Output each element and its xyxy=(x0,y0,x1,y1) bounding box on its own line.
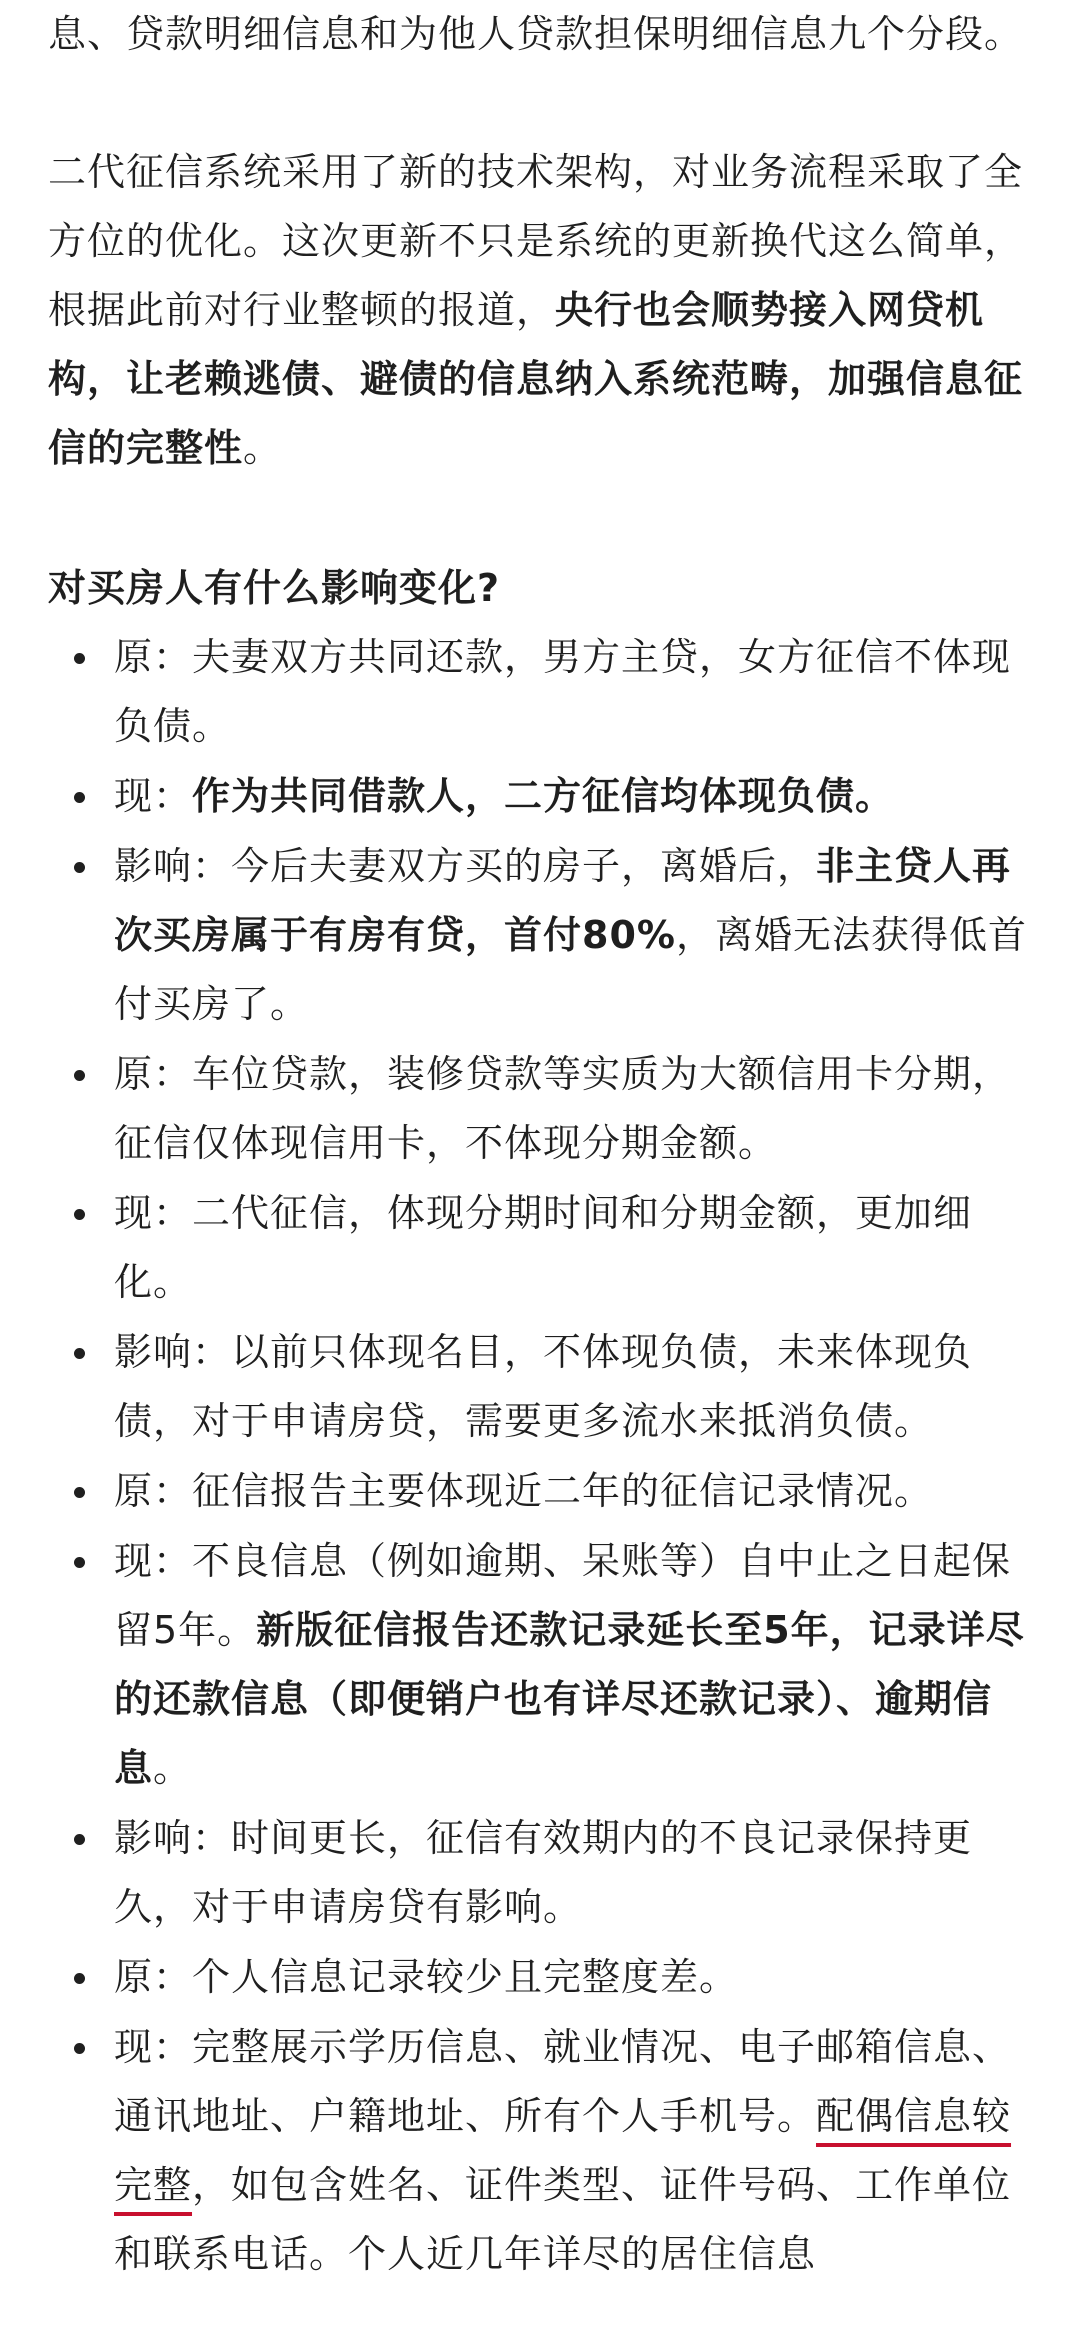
list-item xyxy=(48,1040,1048,1178)
list-item-text: 原：夫妻双方共同还款，男方主贷，女方征信不体现负债。 xyxy=(114,635,1012,748)
list-item-text: 原：个人信息记录较少且完整度差。 xyxy=(114,1955,739,1999)
bullet-dot-icon xyxy=(74,653,85,664)
list-item-text: 原：征信报告主要体现近二年的征信记录情况。 xyxy=(114,1469,934,1513)
paragraph-2-bold: 央行也会顺势接入网贷机构，让老赖逃债、避债的信息纳入系统范畴，加强信息征信的完整性 xyxy=(48,288,1024,470)
list-item xyxy=(48,2013,1048,2289)
list-item xyxy=(48,623,1048,761)
list-item-bold: 新版征信报告还款记录延长至5年，记录详尽的还款信息（即便销户也有详尽还款记录）、逾期信息 xyxy=(114,1608,1025,1790)
list-item-text: 现：不良信息（例如逾期、呆账等）自中止之日起保留5年。 xyxy=(114,1539,1012,1652)
section-heading: 对买房人有什么影响变化? xyxy=(48,566,501,610)
list-item xyxy=(48,832,1048,1039)
bullet-dot-icon xyxy=(74,1348,85,1359)
bullet-dot-icon xyxy=(74,1557,85,1568)
list-item xyxy=(48,1527,1048,1803)
bullet-dot-icon xyxy=(74,1209,85,1220)
list-item xyxy=(48,1804,1048,1942)
list-item-bold: 作为共同借款人，二方征信均体现负债。 xyxy=(192,774,895,818)
list-item-text: 影响：今后夫妻双方买的房子，离婚后， xyxy=(114,844,817,888)
list-item-text: 影响：以前只体现名目，不体现负债，未来体现负债，对于申请房贷，需要更多流水来抵消负债。 xyxy=(114,1330,973,1443)
list-item-text: 现：二代征信，体现分期时间和分期金额，更加细化。 xyxy=(114,1191,973,1304)
list-item-end: ，如包含姓名、证件类型、证件号码、工作单位和联系电话。个人近几年详尽的居住信息 xyxy=(114,2163,1012,2276)
list-item-end: ，离婚无法获得低首付买房了。 xyxy=(114,913,1027,1026)
list-item-bold: 非主贷人再次买房属于有房有贷，首付80% xyxy=(114,844,1012,957)
bullet-dot-icon xyxy=(74,2043,85,2054)
list-item-text: 原：车位贷款，装修贷款等实质为大额信用卡分期，征信仅体现信用卡，不体现分期金额。 xyxy=(114,1052,1012,1165)
list-item-text: 现： xyxy=(114,774,193,818)
list-item xyxy=(48,1457,1048,1526)
impact-list xyxy=(48,623,1048,2289)
paragraph-2-text: 二代征信系统采用了新的技术架构，对业务流程采取了全方位的优化。这次更新不只是系统的更新换代这么简单，根据此前对行业整顿的报道， xyxy=(48,150,1024,332)
list-item xyxy=(48,1943,1048,2012)
bullet-dot-icon xyxy=(74,1973,85,1984)
bullet-dot-icon xyxy=(74,792,85,803)
spouse-info-underline: 配偶信息较完整 xyxy=(114,2094,1012,2207)
list-item xyxy=(48,1318,1048,1456)
bullet-dot-icon xyxy=(74,1487,85,1498)
bullet-dot-icon xyxy=(74,1070,85,1081)
bullet-dot-icon xyxy=(74,862,85,873)
list-item xyxy=(48,1179,1048,1317)
paragraph-1-text: 息、贷款明细信息和为他人贷款担保明细信息九个分段。 xyxy=(48,12,1024,56)
paragraph-2-end: 。 xyxy=(243,426,283,470)
list-item-text: 影响：时间更长，征信有效期内的不良记录保持更久，对于申请房贷有影响。 xyxy=(114,1816,973,1929)
article-body xyxy=(48,0,1048,2290)
list-item-text: 现：完整展示学历信息、就业情况、电子邮箱信息、通讯地址、户籍地址、所有个人手机号。 xyxy=(114,2025,1012,2138)
paragraph-spacer xyxy=(48,483,1048,554)
paragraph-spacer xyxy=(48,69,1048,138)
list-item xyxy=(48,762,1048,831)
paragraph-2 xyxy=(48,138,1048,483)
list-item-end: 。 xyxy=(153,1746,193,1790)
bullet-dot-icon xyxy=(74,1834,85,1845)
paragraph-1 xyxy=(48,0,1048,69)
